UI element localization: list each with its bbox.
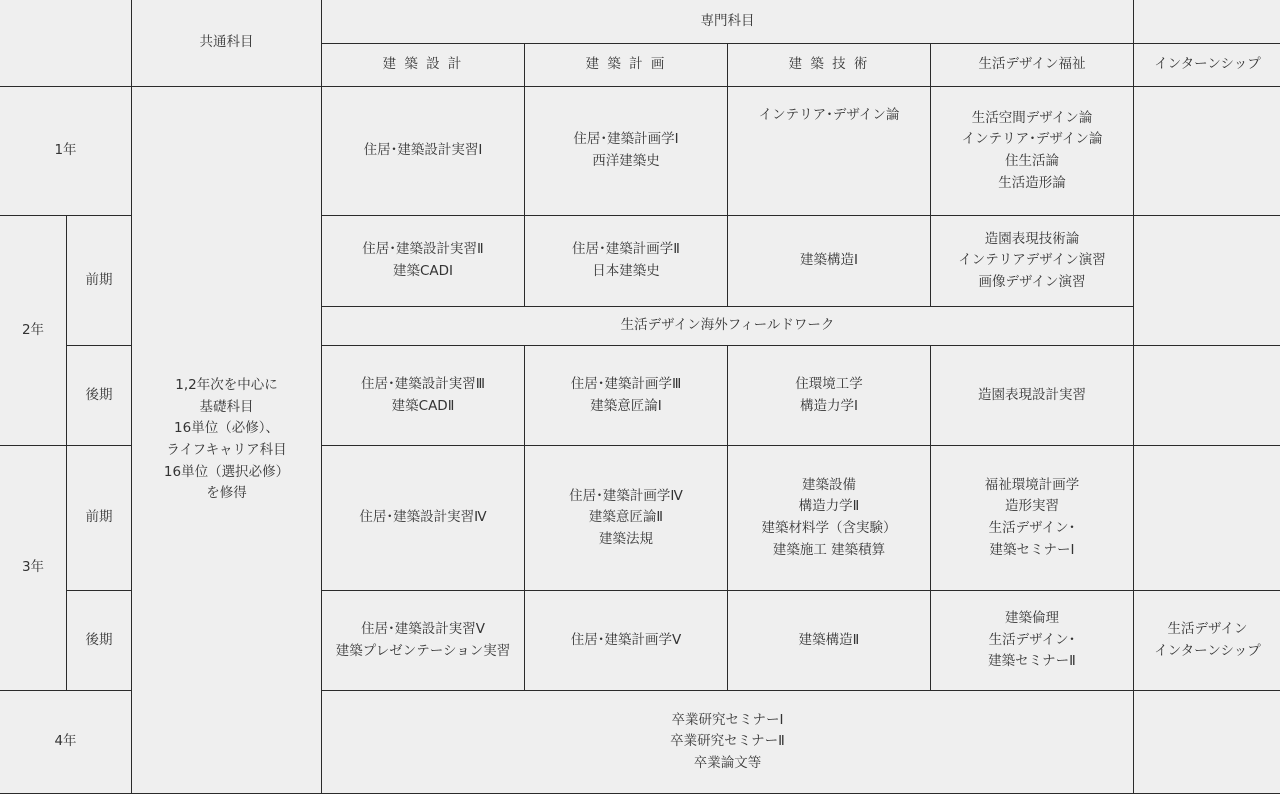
y3-second-planning: 住居･建築計画学Ⅴ — [525, 591, 728, 691]
year-2-label: 2年 — [0, 216, 67, 446]
y2-first-internship — [1134, 216, 1280, 346]
y1-internship — [1134, 87, 1280, 216]
row-year-1 — [0, 87, 1280, 216]
header-specialized: 専門科目 — [322, 0, 1134, 44]
y2-second-internship — [1134, 346, 1280, 446]
y3-second-technology: 建築構造Ⅱ — [728, 591, 931, 691]
y3-second-welfare: 建築倫理 生活デザイン･ 建築セミナーⅡ — [931, 591, 1134, 691]
header-life-design-welfare: 生活デザイン福祉 — [931, 44, 1134, 87]
y2-second-design: 住居･建築設計実習Ⅲ 建築CADⅡ — [322, 346, 525, 446]
year-2-second-half-label: 後期 — [67, 346, 132, 446]
year-3-first-half-label: 前期 — [67, 446, 132, 591]
y2-second-welfare: 造園表現設計実習 — [931, 346, 1134, 446]
year-4-label: 4年 — [0, 691, 132, 794]
y3-first-design: 住居･建築設計実習Ⅳ — [322, 446, 525, 591]
y1-technology: インテリア･デザイン論 — [728, 87, 931, 216]
year-1-label: 1年 — [0, 87, 132, 216]
y1-welfare: 生活空間デザイン論 インテリア･デザイン論 住生活論 生活造形論 — [931, 87, 1134, 216]
header-architectural-technology: 建 築 技 術 — [728, 44, 931, 87]
header-architectural-design: 建 築 設 計 — [322, 44, 525, 87]
header-internship: インターンシップ — [1134, 44, 1280, 87]
y3-first-internship — [1134, 446, 1280, 591]
y3-first-technology: 建築設備 構造力学Ⅱ 建築材料学（含実験） 建築施工 建築積算 — [728, 446, 931, 591]
y3-second-internship: 生活デザイン インターンシップ — [1134, 591, 1280, 691]
year-3-second-half-label: 後期 — [67, 591, 132, 691]
y4-internship — [1134, 691, 1280, 794]
y3-second-design: 住居･建築設計実習Ⅴ 建築プレゼンテーション実習 — [322, 591, 525, 691]
header-blank-internship-top — [1134, 0, 1280, 44]
y2-second-technology: 住環境工学 構造力学Ⅰ — [728, 346, 931, 446]
y4-specialized: 卒業研究セミナーⅠ 卒業研究セミナーⅡ 卒業論文等 — [322, 691, 1134, 794]
y2-first-technology: 建築構造Ⅰ — [728, 216, 931, 307]
year-3-label: 3年 — [0, 446, 67, 691]
y2-first-design: 住居･建築設計実習Ⅱ 建築CADⅠ — [322, 216, 525, 307]
y2-fieldwork: 生活デザイン海外フィールドワーク — [322, 307, 1134, 346]
header-common: 共通科目 — [132, 0, 322, 87]
year-2-first-half-label: 前期 — [67, 216, 132, 346]
common-courses-cell: 1,2年次を中心に 基礎科目 16単位（必修）、 ライフキャリア科目 16単位（選択必修） を修得 — [132, 87, 322, 794]
y1-design: 住居･建築設計実習Ⅰ — [322, 87, 525, 216]
y1-planning: 住居･建築計画学Ⅰ 西洋建築史 — [525, 87, 728, 216]
y2-first-welfare: 造園表現技術論 インテリアデザイン演習 画像デザイン演習 — [931, 216, 1134, 307]
y3-first-welfare: 福祉環境計画学 造形実習 生活デザイン･ 建築セミナーⅠ — [931, 446, 1134, 591]
y2-first-planning: 住居･建築計画学Ⅱ 日本建築史 — [525, 216, 728, 307]
y3-first-planning: 住居･建築計画学Ⅳ 建築意匠論Ⅱ 建築法規 — [525, 446, 728, 591]
corner-cell — [0, 0, 132, 87]
header-row-top — [0, 0, 1280, 44]
y2-second-planning: 住居･建築計画学Ⅲ 建築意匠論Ⅰ — [525, 346, 728, 446]
header-architectural-planning: 建 築 計 画 — [525, 44, 728, 87]
